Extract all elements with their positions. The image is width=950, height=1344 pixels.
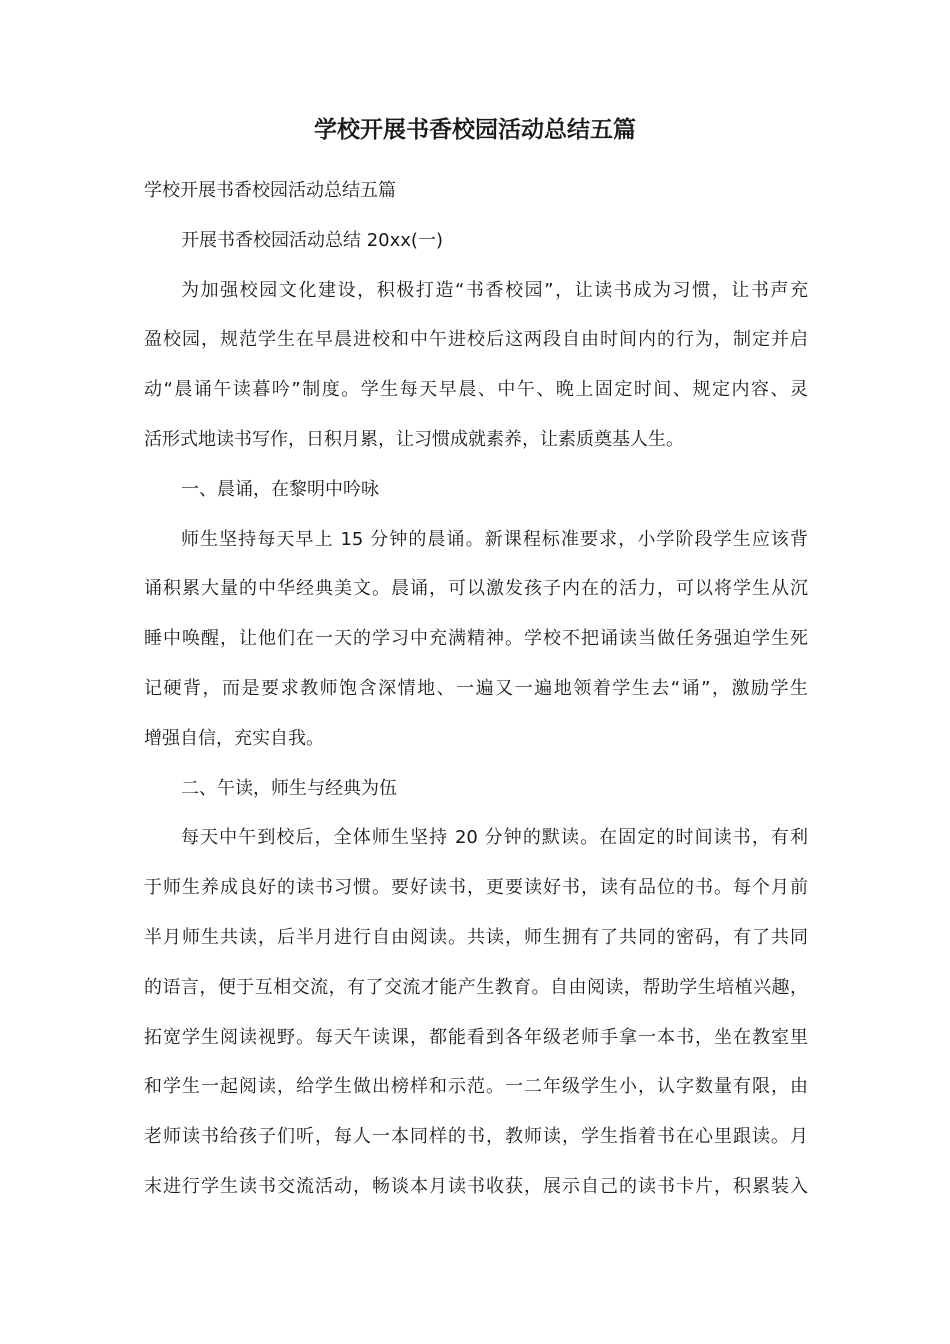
paragraph-line: 于师生养成良好的读书习惯。要好读书，更要读好书，读有品位的书。每个月前 (144, 877, 808, 899)
paragraph-line: 增强自信，充实自我。 (144, 727, 324, 749)
paragraph-line: 和学生一起阅读，给学生做出榜样和示范。一二年级学生小，认字数量有限，由 (144, 1076, 808, 1098)
document-body (144, 166, 808, 1212)
paragraph-line: 的语言，便于互相交流，有了交流才能产生教育。自由阅读，帮助学生培植兴趣， (144, 976, 808, 998)
paragraph-line: 半月师生共读，后半月进行自由阅读。共读，师生拥有了共同的密码，有了共同 (144, 926, 808, 948)
paragraph-line: 盈校园，规范学生在早晨进校和中午进校后这两段自由时间内的行为，制定并启 (144, 329, 808, 351)
paragraph-line: 末进行学生读书交流活动，畅谈本月读书收获，展示自己的读书卡片，积累装入 (144, 1175, 808, 1197)
paragraph-line: 睡中唤醒，让他们在一天的学习中充满精神。学校不把诵读当做任务强迫学生死 (144, 628, 808, 650)
paragraph-line: 每天中午到校后，全体师生坚持 20 分钟的默读。在固定的时间读书，有利 (181, 827, 808, 849)
section-heading: 开展书香校园活动总结 20xx(一) (181, 229, 443, 251)
paragraph-line: 拓宽学生阅读视野。每天午读课，都能看到各年级老师手拿一本书，坐在教室里 (144, 1026, 808, 1048)
section-heading: 二、午读，师生与经典为伍 (181, 777, 397, 799)
paragraph-line: 记硬背，而是要求教师饱含深情地、一遍又一遍地领着学生去“诵”，激励学生 (144, 677, 808, 699)
paragraph-line: 动“晨诵午读暮吟”制度。学生每天早晨、中午、晚上固定时间、规定内容、灵 (144, 379, 808, 401)
paragraph-line: 师生坚持每天早上 15 分钟的晨诵。新课程标准要求，小学阶段学生应该背 (181, 528, 808, 550)
paragraph-line: 诵积累大量的中华经典美文。晨诵，可以激发孩子内在的活力，可以将学生从沉 (144, 578, 808, 600)
paragraph-line: 为加强校园文化建设，积极打造“书香校园”，让读书成为习惯，让书声充 (181, 279, 808, 301)
paragraph-line: 老师读书给孩子们听，每人一本同样的书，教师读，学生指着书在心里跟读。月 (144, 1126, 808, 1148)
document-title: 学校开展书香校园活动总结五篇 (314, 117, 636, 143)
subtitle-line: 学校开展书香校园活动总结五篇 (144, 180, 396, 201)
section-heading: 一、晨诵，在黎明中吟咏 (181, 478, 379, 500)
paragraph-line: 活形式地读书写作，日积月累，让习惯成就素养，让素质奠基人生。 (144, 428, 684, 450)
